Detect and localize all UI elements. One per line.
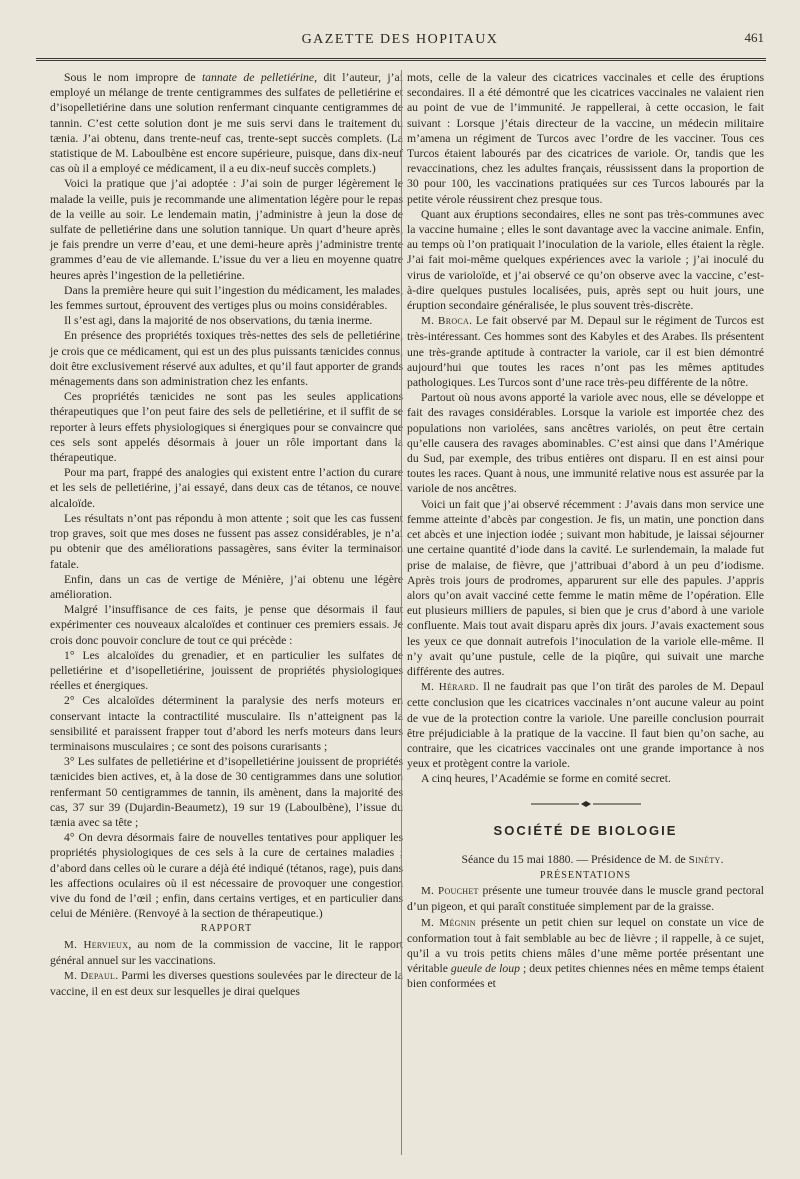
paragraph: Voici la pratique que j’ai adoptée : J’ai soin de purger légèrement le malade la veille, puis je recommande une alimentation légère pour le repas de la veille au soir. Le lendemain matin, j’administre à jeun la dose de sulfate de pelletiérine dans une solution tannique. Un quart d’heure après, je fais prendre un verre d’eau, et une demi-heure après j’administre trente grammes d’eau de vie allemande. L’issue du ver a lieu en moyenne quatre heures après l’ingestion de la pelletiérine. (50, 177, 403, 282)
paragraph (50, 70, 403, 176)
president-name: Sinéty (688, 853, 721, 866)
journal-title: GAZETTE DES HOPITAUX (301, 32, 499, 47)
speaker-name: M. Pouchet (421, 885, 479, 898)
paragraph: Enfin, dans un cas de vertige de Ménière, j’ai obtenu une légère amélioration. (50, 572, 403, 601)
paragraph: Il s’est agi, dans la majorité de nos observations, du tænia inerme. (64, 314, 373, 328)
paragraph (50, 937, 403, 968)
paragraph: Voici un fait que j’ai observé récemment : J’avais dans mon service une femme atteinte d’abcès par congestion. Je fis, un matin, une ponction dans cet abcès et une injection iodée ; suivant mon habitude, je laissai séjourner une certaine quantité d’iode dans la cavité. Le surlendemain, la malade fut prise de malaise, de fièvre, que j’attribuai d’abord à un peu d’iodisme. Après trois jours de prodromes, apparurent sur elle des papules. J’appris alors qu’on avait vacciné cette femme le matin même de l’opération. Elle eut plusieurs milliers de papules, si bien que je crus d’abord à une variole confluente. Mais tout avait disparu après dix jours. J’avais exactement sous les yeux ce que donnait autrefois l’inoculation de la variole elle-même. Il n’y avait qu’une pustule, celle de la piqûre, qui suivait une marche différente des autres. (407, 497, 764, 678)
page-number: 461 (744, 30, 764, 45)
paragraph: Partout où nous avons apporté la variole avec nous, elle se développe et fait des ravages considérables. Lorsque la variole est importée chez des populations non variolées, sans ancêtres variolés, on peut être certain qu’elle causera des ravages abominables. C’est ainsi que dans l’Amérique du Sud, par exemple, des tribus entières ont disparu. Il en est ainsi pour toutes les races. Quant à nous, une immunité relative nous est assurée par la variole de nos ancêtres. (407, 391, 764, 496)
paragraph: Malgré l’insuffisance de ces faits, je pense que désormais il faut expérimenter ces nouveaux alcaloïdes et continuer ces premiers essais. Je crois donc pouvoir conclure de tout ce qui précède : (50, 603, 403, 647)
paragraph: En présence des propriétés toxiques très-nettes des sels de pelletiérine, je crois que ce médicament, qui est un des plus puissants tænicides connus, doit être exclusivement réservé aux adultes, et qu’il faut apporter de grands ménagements dans son administration chez les enfants. (50, 329, 403, 389)
paragraph: Ces propriétés tænicides ne sont pas les seules applications thérapeutiques que l’on peut faire des sels de pelletiérine, et il suffit de se reporter à leurs effets physiologiques si énergiques pour se convaincre que ces sels sont appelés désormais à jouer un rôle important dans la thérapeutique. (50, 390, 403, 465)
text: présente un petit chien sur lequel on constate un vice de conformation tout à fait semblable au bec de lièvre ; il rappelle, à ce sujet, qu’il a vu trois petits chiens mâles d’une même portée présentant une véritable (407, 915, 764, 976)
section-divider-ornament (531, 801, 641, 807)
text: présente une tumeur trouvée dans le muscle grand pectoral d’un pigeon, et qui paraît constituée simplement par de la graisse. (407, 884, 764, 914)
speaker-name: M. Hervieux (64, 938, 129, 951)
text: , au nom de la commission de vaccine, lit le rapport général annuel sur les vaccinations. (50, 937, 403, 967)
text: . Il ne faudrait pas que l’on tirât des paroles de M. Depaul cette conclusion que les cicatrices vaccinales n’ont aucune valeur au point de vue de la protection contre la variole. Une pareille conclusion pourrait être préjudiciable à la pratique de la vaccine. Il faut bien qu’on sache, au contraire, que les cicatrices vaccinales ont une grande importance à nos yeux et protègent contre la variole. (407, 680, 764, 771)
left-column (50, 70, 403, 999)
page-header (30, 30, 770, 52)
text: . Le fait observé par M. Depaul sur le régiment de Turcos est très-intéressant. Ces hommes sont des Kabyles et des Arabes. Ils présentent une très-grande aptitude à contracter la variole, car il est bien démontré aujourd’hui que toutes les races n’ont pas les mêmes aptitudes pathologiques. Les Turcos sont d’une race très-peu différente de la nôtre. (407, 314, 764, 390)
text: Séance du 15 mai 1880. — Présidence de M. de (461, 852, 689, 866)
paragraph: Les résultats n’ont pas répondu à mon attente ; soit que les cas fussent trop graves, soit que mes doses ne fussent pas assez considérables, je n’ai pu obtenir que des améliorations passagères, sans éviter la terminaison fatale. (50, 511, 403, 571)
conclusion-item-3: 3° Les sulfates de pelletiérine et d’isopelletiérine jouissent de propriétés tænicides bien actives, et, à la dose de 30 centigrammes dans une solution renfermant 50 centigrammes de tannin, ils amènent, dans la majorité des cas, 37 sur 39 (Dujardin-Beaumetz), 19 sur 19 (Laboulbène), l’issue du tænia avec sa tête ; (50, 755, 403, 829)
paragraph (50, 968, 403, 999)
paragraph: mots, celle de la valeur des cicatrices vaccinales et celle des éruptions secondaires. Il a été démontré que les cicatrices vaccinales ne valaient rien au point de vue de l’immunité. Je rappellerai, à cette occasion, le fait suivant : Lorsque j’étais directeur de la vaccine, un médecin militaire m’amena un régiment de Turcos avec l’ordre de les vacciner. Tous ces Turcos étaient labourés par des cicatrices de variole. Or, tandis que les revaccinations, chez les adultes français, réussissent dans la proportion de 30 pour 100, les vaccinations pratiquées sur ces Turcos labourés par la petite vérole réussirent chez presque tous. (407, 71, 764, 206)
paragraph: Quant aux éruptions secondaires, elles ne sont pas très-communes avec la vaccine humaine ; elles le sont davantage avec la vaccine animale. Enfin, au temps où l’on pratiquait l’inoculation de la variole, elles étaient la règle. J’ai fait moi-même quelques expériences avec la variole ; j’ai inoculé du virus de varioloïde, et j’ai observé ce qu’on observe avec la vaccine, c’est-à-dire quelques pustules localisées, puis, après sept ou huit jours, une éruption secondaire généralisée, le plus souvent très-discrète. (407, 207, 764, 313)
presentations-heading: PRÉSENTATIONS (539, 869, 632, 881)
session-line (407, 852, 764, 868)
column-separator (401, 70, 402, 1155)
header-rule (36, 58, 766, 61)
conclusion-item-4: 4° On devra désormais faire de nouvelles tentatives pour appliquer les propriétés physiologiques de ces sels à la cure de certaines maladies ; d’abord dans celles où le curare a déjà été indiqué (tétanos, rage), puis dans les affections oculaires où il est nécessaire de provoquer une congestion vive du fond de l’œil ; enfin, dans certains vertiges, et en particulier dans celui de Ménière. (Renvoyé à la section de thérapeutique.) (50, 831, 403, 921)
text: Sous le nom impropre de (64, 71, 202, 84)
text: . (720, 852, 724, 866)
speaker-name: M. Hérard (421, 681, 476, 694)
speaker-name: M. Mégnin (421, 916, 476, 929)
italic-term: tannate de pelletiérine (201, 71, 315, 84)
paragraph (407, 915, 764, 992)
paragraph (407, 313, 764, 390)
speaker-name: M. Depaul (64, 969, 116, 982)
paragraph: A cinq heures, l’Académie se forme en comité secret. (421, 772, 671, 786)
section-heading: SOCIÉTÉ DE BIOLOGIE (493, 822, 678, 838)
conclusion-item-1: 1° Les alcaloïdes du grenadier, et en particulier les sulfates de pelletiérine et d’isopelletiérine, jouissent de propriétés physiologiques réelles et énergiques. (50, 648, 403, 693)
text: , dit l’auteur, j’ai employé un mélange de trente centigrammes des sulfates de pelletiérine et d’isopelletiérine dans une solution renfermant cinquante centigrammes de tannin. C’est cette solution dont je me suis servi dans le traitement du tænia. J’ai obtenu, dans trente-neuf cas, trente-sept succès complets. (La statistique de M. Laboulbène est encore supérieure, puisque, dans dix-neuf cas où il a employé ce médicament, il a eu dix-neuf succès complets.) (50, 71, 403, 176)
speaker-name: M. Broca (421, 315, 470, 328)
rapport-heading: RAPPORT (200, 923, 253, 935)
paragraph (407, 883, 764, 914)
text: ; deux petites chiennes nées en même temps étaient bien conformées et (407, 962, 764, 991)
right-column (407, 70, 764, 992)
conclusion-item-2: 2° Ces alcaloïdes déterminent la paralysie des nerfs moteurs en conservant intacte la contractilité musculaire. Ils n’atteignent pas la sensibilité et paraissent frapper tout d’abord les nerfs moteurs dans leurs terminaisons musculaires ; ce sont des poisons curarisants ; (50, 694, 403, 753)
text: . Parmi les diverses questions soulevées par le directeur de la vaccine, il en est deux sur lesquelles je dirai quelques (50, 968, 403, 999)
paragraph: Dans la première heure qui suit l’ingestion du médicament, les malades, les femmes surtout, éprouvent des vertiges plus ou moins considérables. (50, 283, 403, 313)
italic-term: gueule de loup (450, 962, 520, 976)
paragraph: Pour ma part, frappé des analogies qui existent entre l’action du curare et les sels de pelletiérine, j’ai essayé, dans deux cas de tétanos, ce nouvel alcaloïde. (50, 466, 403, 510)
paragraph (407, 679, 764, 771)
